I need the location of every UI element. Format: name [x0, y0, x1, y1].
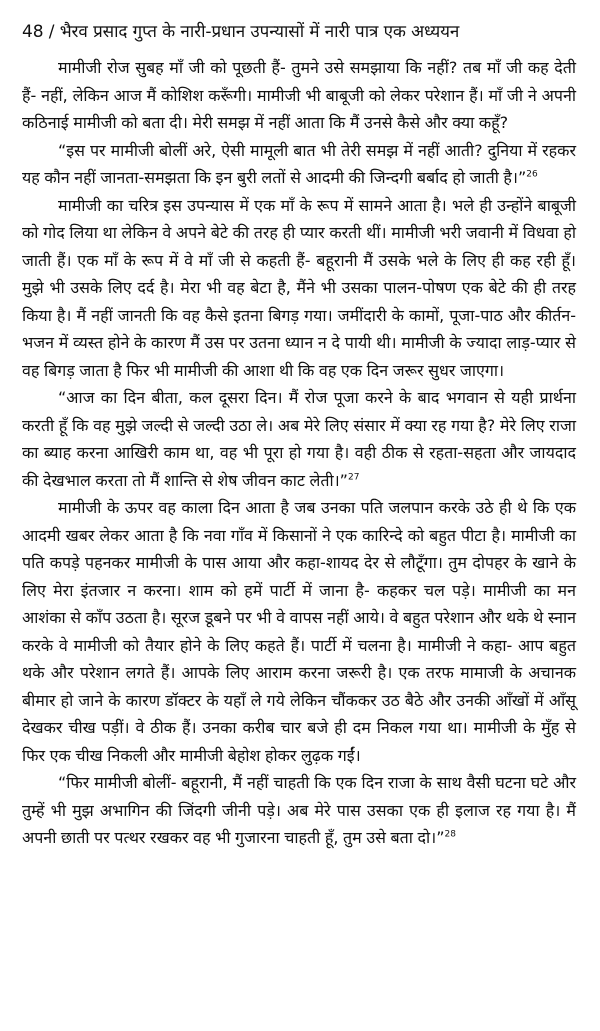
quotation-28 — [22, 769, 576, 852]
running-header — [22, 20, 576, 44]
header-separator: / — [48, 22, 55, 42]
page-number: 48 — [22, 22, 44, 42]
quotation-text: “इस पर मामीजी बोलीं अरे, ऐसी मामूली बात भी तेरी समझ में नहीं आती? दुनिया में रहकर यह कौन नहीं जानता-समझता कि इन बुरी लतों से आदमी की जिन्दगी बर्बाद हो जाती है।” — [22, 140, 576, 187]
paragraph-3 — [22, 494, 576, 769]
quotation-text: “आज का दिन बीता, कल दूसरा दिन। मैं रोज पूजा करने के बाद भगवान से यही प्रार्थना करती हूँ कि वह मुझे जल्दी से जल्दी उठा ले। अब मेरे लिए संसार में क्या रह गया है? मेरे लिए राजा का ब्याह करना आखिरी काम था, वह भी पूरा हो गया है। वही ठीक से रहता-सहता और जायदाद की देखभाल करता तो मैं शान्ति से शेष जीवन काट लेती।” — [22, 388, 576, 490]
quotation-26 — [22, 137, 576, 192]
running-title: भैरव प्रसाद गुप्त के नारी-प्रधान उपन्यासों में नारी पात्र एक अध्ययन — [59, 22, 460, 42]
paragraph-text: मामीजी का चरित्र इस उपन्यास में एक माँ के रूप में सामने आता है। भले ही उन्होंने बाबूजी को गोद लिया था लेकिन वे अपने बेटे की तरह ही प्यार करती थीं। मामीजी भरी जवानी में विधवा हो जाती हैं। एक माँ के रूप में वे माँ जी से कहती हैं- बहूरानी मैं उसके भले के लिए ही कह रही हूँ। मुझे भी उसके लिए दर्द है। मेरा भी वह बेटा है, मैंने भी उसका पालन-पोषण एक बेटे की ही तरह किया है। मैं नहीं जानती कि वह कैसे इतना बिगड़ गया। जमींदारी के कामों, पूजा-पाठ और कीर्तन-भजन में व्यस्त होने के कारण मैं उस पर उतना ध्यान न दे पायी थी। मामीजी के ज्यादा लाड़-प्यार से वह बिगड़ जाता है फिर भी मामीजी की आशा थी कि वह एक दिन जरूर सुधर जाएगा। — [22, 195, 576, 380]
quotation-text: “फिर मामीजी बोलीं- बहूरानी, मैं नहीं चाहती कि एक दिन राजा के साथ वैसी घटना घटे और तुम्हें भी मुझ अभागिन की जिंदगी जीनी पड़े। अब मेरे पास उसका एक ही इलाज रह गया है। मैं अपनी छाती पर पत्थर रखकर वह भी गुजारना चाहती हूँ, तुम उसे बता दो।” — [22, 773, 576, 847]
paragraph-text: मामीजी रोज सुबह माँ जी को पूछती हैं- तुमने उसे समझाया कि नहीं? तब माँ जी कह देती हैं- नहीं, लेकिन आज मैं कोशिश करूँगी। मामीजी भी बाबूजी को लेकर परेशान हैं। माँ जी ने अपनी कठिनाई मामीजी को बता दी। मेरी समझ में नहीं आता कि मैं उनसे कैसे और क्या कहूँ? — [22, 58, 576, 132]
paragraph-1 — [22, 54, 576, 137]
paragraph-2 — [22, 192, 576, 385]
quotation-27 — [22, 384, 576, 494]
footnote-ref: 26 — [526, 169, 538, 180]
footnote-ref: 27 — [347, 472, 360, 483]
paragraph-text: मामीजी के ऊपर वह काला दिन आता है जब उनका पति जलपान करके उठे ही थे कि एक आदमी खबर लेकर आता है कि नवा गाँव में किसानों ने एक कारिन्दे को बहुत पीटा है। मामीजी का पति कपड़े पहनकर मामीजी के पास आया और कहा-शायद देर से लौटूँगा। तुम दोपहर के खाने के लिए मेरा इंतजार न करना। शाम को हमें पार्टी में जाना है- कहकर चल पड़े। मामीजी का मन आशंका से काँप उठता है। सूरज डूबने पर भी वे वापस नहीं आये। वे बहुत परेशान और थके थे स्नान करके वे मामीजी को तैयार होने के लिए कहते हैं। पार्टी में चलना है। मामीजी ने कहा- आप बहुत थके और परेशान लगते हैं। आपके लिए आराम करना जरूरी है। एक तरफ मामाजी के अचानक बीमार हो जाने के कारण डॉक्टर के यहाँ ले गये लेकिन चौंककर उठ बैठे और उनकी आँखों में आँसू देखकर चीख पड़ीं। वे ठीक हैं। उनका करीब चार बजे ही दम निकल गया था। मामीजी के मुँह से फिर एक चीख निकली और मामीजी बेहोश होकर लुढ़क गईं। — [22, 498, 576, 765]
footnote-ref: 28 — [444, 829, 456, 840]
